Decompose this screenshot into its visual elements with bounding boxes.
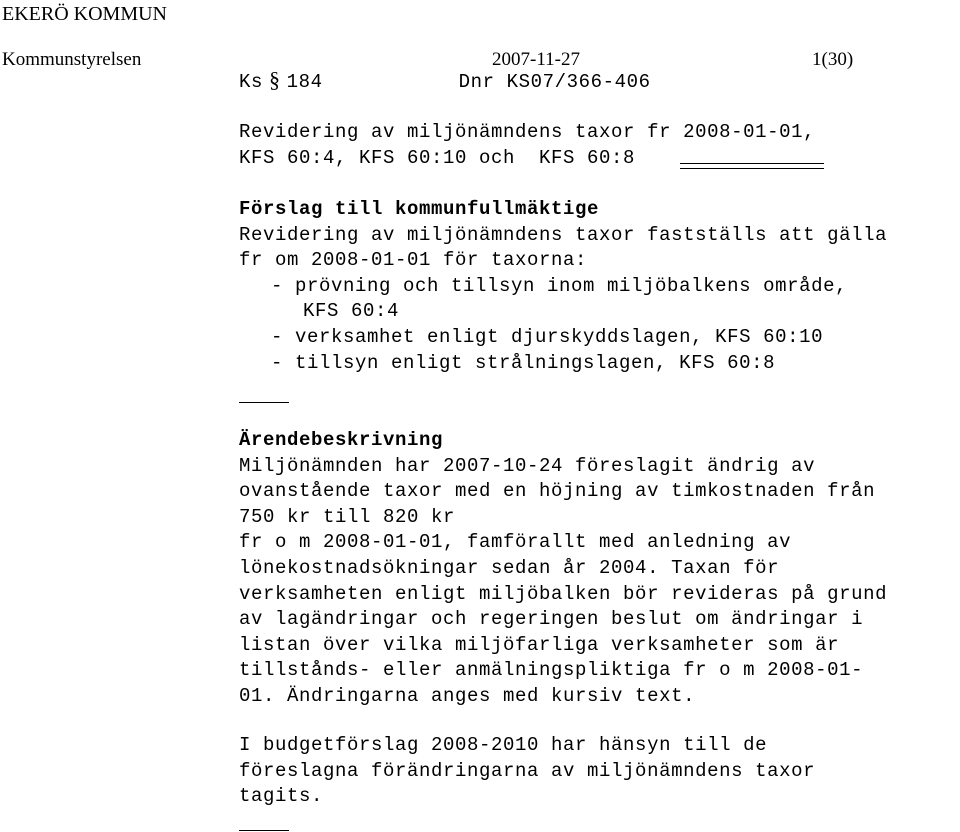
closing-divider xyxy=(239,830,289,831)
section-sign: § xyxy=(269,67,281,92)
description-line: fr o m 2008-01-01, famförallt med anledning av xyxy=(239,531,792,554)
description-line: 750 kr till 820 kr xyxy=(239,505,456,528)
proposal-item: KFS 60:4 xyxy=(303,300,400,323)
ks-label: Ks xyxy=(239,71,264,93)
budget-section xyxy=(239,733,815,810)
proposal-section xyxy=(239,197,887,376)
title-underline xyxy=(680,163,824,169)
description-section xyxy=(239,428,887,710)
proposal-item: - tillsyn enligt strålningslagen, KFS 60:8 xyxy=(271,351,776,374)
title-line-1: Revidering av miljönämndens taxor fr 2008-01-01, xyxy=(239,121,816,143)
page-number: 1(30) xyxy=(812,49,854,70)
description-line: ovanstående taxor med en höjning av timkostnaden från xyxy=(239,480,876,503)
budget-line: tagits. xyxy=(239,785,324,808)
description-line: Miljönämnden har 2007-10-24 föreslagit ändrig av xyxy=(239,454,816,477)
description-line: av lagändringar och regeringen beslut om ändringar i xyxy=(239,608,864,631)
proposal-line-1: Revidering av miljönämndens taxor fastställs att gälla xyxy=(239,223,888,246)
description-line: verksamheten enligt miljöbalken bör revideras på grund xyxy=(239,582,888,605)
title-line-2: KFS 60:4, KFS 60:10 och KFS 60:8 xyxy=(239,146,636,169)
budget-line: I budgetförslag 2008-2010 har hänsyn till de xyxy=(239,734,768,756)
description-heading: Ärendebeskrivning xyxy=(239,429,444,451)
description-line: tillstånds- eller anmälningspliktiga fr o m 2008-01- xyxy=(239,659,864,682)
proposal-heading: Förslag till kommunfullmäktige xyxy=(239,198,600,220)
budget-line: föreslagna förändringarna av miljönämndens taxor xyxy=(239,759,816,782)
meeting-date: 2007-11-27 xyxy=(492,49,580,70)
issuing-body: Kommunstyrelsen xyxy=(2,49,142,70)
organization-name: EKERÖ KOMMUN xyxy=(2,3,167,25)
dnr-number: Dnr KS07/366-406 xyxy=(458,71,651,93)
proposal-line-2: fr om 2008-01-01 för taxorna: xyxy=(239,249,588,272)
description-line: listan över vilka miljöfarliga verksamheter som är xyxy=(239,633,840,656)
proposal-item: - verksamhet enligt djurskyddslagen, KFS 60:10 xyxy=(271,325,824,348)
description-line: lönekostnadsökningar sedan år 2004. Taxan för xyxy=(239,556,780,579)
proposal-item: - prövning och tillsyn inom miljöbalkens område, xyxy=(271,274,848,297)
section-divider xyxy=(239,402,289,403)
description-line: 01. Ändringarna anges med kursiv text. xyxy=(239,684,696,707)
case-reference xyxy=(239,67,651,96)
ks-number: 184 xyxy=(286,71,323,93)
